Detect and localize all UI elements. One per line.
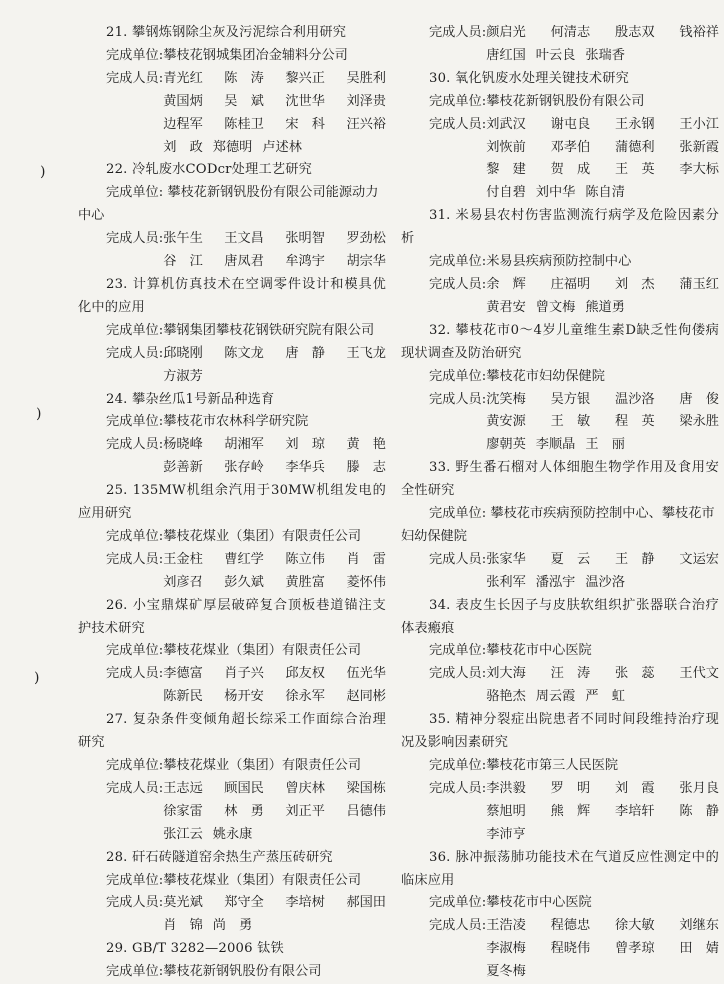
person-name: 汪 涛 xyxy=(550,666,591,682)
unit-value: 攀钢集团攀枝花钢铁研究院有限公司 xyxy=(163,322,375,338)
unit-line xyxy=(401,91,719,114)
person-name: 王 英 xyxy=(615,162,655,178)
person-name: 尚 勇 xyxy=(212,918,253,934)
person-name: 李洪毅 xyxy=(486,780,526,796)
people-label: 完成人员: xyxy=(429,666,487,682)
person-name: 贺 成 xyxy=(550,162,591,178)
unit-line xyxy=(401,366,719,389)
person-name: 陈立伟 xyxy=(285,551,325,567)
person-name: 陈 静 xyxy=(679,803,719,819)
people-row xyxy=(486,389,719,412)
person-name: 吴 斌 xyxy=(224,93,264,109)
person-name: 王 敏 xyxy=(550,414,591,430)
people-label: 完成人员: xyxy=(429,391,487,407)
entry-title: 34. 表皮生长因子与皮肤软组织扩张器联合治疗体表瘢痕 xyxy=(401,597,719,636)
person-name: 黄 艳 xyxy=(346,437,386,453)
person-name: 刘 杰 xyxy=(615,276,655,292)
people-block xyxy=(78,434,386,480)
people-row xyxy=(486,549,719,572)
people-names xyxy=(163,434,386,480)
people-names xyxy=(163,549,386,595)
person-name: 宋 科 xyxy=(285,116,325,132)
person-name: 邱晓刚 xyxy=(163,345,203,361)
unit-label: 完成单位: xyxy=(429,254,487,270)
entry-title: 23. 计算机仿真技术在空调零件设计和模具优化中的应用 xyxy=(78,276,386,315)
people-row xyxy=(486,686,719,709)
person-name: 边程军 xyxy=(163,116,203,132)
entry-title: 35. 精神分裂症出院患者不同时间段维持治疗现况及影响因素研究 xyxy=(401,712,719,751)
person-name: 李淑梅 xyxy=(486,941,526,957)
entry-title: 25. 135MW机组余汽用于30MW机组发电的应用研究 xyxy=(78,483,386,522)
people-row xyxy=(163,91,386,114)
unit-value: 攀枝花市农林科学研究院 xyxy=(163,414,309,430)
person-name: 李德富 xyxy=(163,666,203,682)
people-label: 完成人员: xyxy=(429,116,487,132)
people-row xyxy=(486,572,719,595)
person-name: 菱怀伟 xyxy=(346,574,386,590)
person-name: 徐大敏 xyxy=(615,918,655,934)
people-row xyxy=(486,961,719,984)
people-row xyxy=(486,938,719,961)
person-name: 杨开安 xyxy=(224,689,264,705)
person-name: 黎 建 xyxy=(486,162,526,178)
person-name: 罗劲松 xyxy=(346,231,386,247)
people-names xyxy=(486,915,719,984)
person-name: 刘大海 xyxy=(486,666,526,682)
person-name: 林 勇 xyxy=(224,803,264,819)
people-row xyxy=(163,549,386,572)
person-name: 刘武汉 xyxy=(486,116,526,132)
person-name: 文运宏 xyxy=(679,551,719,567)
person-name: 王志远 xyxy=(163,780,203,796)
people-row xyxy=(163,686,386,709)
people-block xyxy=(78,892,386,938)
people-row xyxy=(163,572,386,595)
people-block xyxy=(78,68,386,160)
people-row xyxy=(486,434,719,457)
person-name: 卢述林 xyxy=(262,139,302,155)
person-name: 胡湘军 xyxy=(224,437,264,453)
unit-value: 米易县疾病预防控制中心 xyxy=(486,254,632,270)
unit-label: 完成单位: xyxy=(106,322,164,338)
people-label: 完成人员: xyxy=(106,437,164,453)
people-row xyxy=(163,343,386,366)
unit-line xyxy=(401,892,719,915)
people-label: 完成人员: xyxy=(429,25,487,40)
person-name: 蔡旭明 xyxy=(486,803,526,819)
unit-value: 攀枝花市妇幼保健院 xyxy=(486,368,605,384)
people-row xyxy=(163,366,386,389)
person-name: 李顺晶 xyxy=(535,437,576,453)
people-block xyxy=(78,778,386,847)
person-name: 张瑞香 xyxy=(585,47,625,63)
person-name: 田 婧 xyxy=(679,941,719,957)
person-name: 熊道勇 xyxy=(585,299,625,315)
person-name: 李培树 xyxy=(285,895,325,911)
people-label: 完成人员: xyxy=(106,551,164,567)
unit-value: 攀枝花新钢钒股份有限公司 xyxy=(486,93,645,109)
person-name: 陈文龙 xyxy=(224,345,264,361)
people-row xyxy=(163,228,386,251)
person-name: 徐家雷 xyxy=(163,803,203,819)
people-row xyxy=(163,778,386,801)
people-label: 完成人员: xyxy=(429,918,487,934)
person-name: 庄福明 xyxy=(550,276,591,292)
person-name: 张月良 xyxy=(679,780,719,796)
person-name: 李大标 xyxy=(679,162,719,178)
unit-line xyxy=(78,45,386,68)
person-name: 余 辉 xyxy=(486,276,526,292)
people-block xyxy=(401,274,719,320)
unit-line xyxy=(401,640,719,663)
entry-title: 22. 冷轧废水CODcr处理工艺研究 xyxy=(106,162,313,178)
unit-line: 完成单位: 攀枝花新钢钒股份有限公司能源动力中心 xyxy=(78,185,379,224)
entry-title: 32. 攀枝花市0～4岁儿童维生素D缺乏性佝偻病现状调查及防治研究 xyxy=(401,322,719,361)
unit-value: 攀枝花煤业（集团）有限责任公司 xyxy=(163,528,362,544)
person-name: 温沙洛 xyxy=(585,574,625,590)
person-name: 王 静 xyxy=(615,551,655,567)
person-name: 沈笑梅 xyxy=(486,391,526,407)
people-row xyxy=(163,457,386,480)
person-name: 程晓伟 xyxy=(550,941,591,957)
people-names xyxy=(163,892,386,938)
people-label: 完成人员: xyxy=(106,231,164,247)
unit-value: 攀枝花市第三人民医院 xyxy=(486,758,619,773)
unit-value: 攀枝花新钢钒股份有限公司 xyxy=(163,964,322,980)
binding-mark-icon: ) xyxy=(34,670,40,686)
entry-title: 36. 脉冲振荡肺功能技术在气道反应性测定中的临床应用 xyxy=(401,849,719,888)
people-row xyxy=(486,182,719,205)
people-row xyxy=(163,892,386,915)
unit-line xyxy=(401,755,719,778)
person-name: 黄安源 xyxy=(486,414,526,430)
people-row xyxy=(163,251,386,274)
person-name: 刘彦召 xyxy=(163,574,203,590)
person-name: 吕德伟 xyxy=(346,803,386,819)
person-name: 张明智 xyxy=(285,231,325,247)
person-name: 顾国民 xyxy=(224,780,264,796)
person-name: 李培轩 xyxy=(615,803,655,819)
person-name: 张利军 xyxy=(486,574,526,590)
person-name: 廖朝英 xyxy=(486,437,526,453)
person-name: 王飞龙 xyxy=(346,345,386,361)
people-block xyxy=(401,22,719,68)
person-name: 曾孝琼 xyxy=(615,941,655,957)
person-name: 王浩凌 xyxy=(486,918,526,934)
person-name: 肖子兴 xyxy=(224,666,264,682)
unit-line xyxy=(78,526,386,549)
people-block xyxy=(401,778,719,847)
person-name: 熊 辉 xyxy=(550,803,591,819)
person-name: 夏 云 xyxy=(550,551,591,567)
person-name: 蒲德利 xyxy=(615,139,655,155)
person-name: 曹红学 xyxy=(224,551,264,567)
people-row xyxy=(163,434,386,457)
binding-mark-icon: ) xyxy=(36,406,42,422)
person-name: 杨晓峰 xyxy=(163,437,203,453)
person-name: 青光红 xyxy=(163,70,203,86)
person-name: 陈新民 xyxy=(163,689,203,705)
person-name: 刘 政 xyxy=(163,139,203,155)
person-name: 滕 志 xyxy=(346,460,386,476)
unit-line xyxy=(78,320,386,343)
person-name: 牟鸿宇 xyxy=(285,254,325,270)
person-name: 骆艳杰 xyxy=(486,689,526,705)
people-names xyxy=(486,389,719,458)
person-name: 唐 静 xyxy=(285,345,325,361)
person-name: 黄国炳 xyxy=(163,93,203,109)
people-label: 完成人员: xyxy=(429,780,487,796)
entry-title: 29. GB/T 3282—2006 钛铁 xyxy=(106,941,284,957)
people-names xyxy=(163,778,386,847)
person-name: 彭久斌 xyxy=(224,574,264,590)
person-name: 赵同彬 xyxy=(346,689,386,705)
unit-label: 完成单位: xyxy=(106,528,164,544)
person-name: 程德忠 xyxy=(550,918,591,934)
unit-label: 完成单位: xyxy=(106,964,164,980)
people-row xyxy=(163,915,386,938)
people-row xyxy=(486,114,719,137)
unit-value: 攀枝花煤业（集团）有限责任公司 xyxy=(163,758,362,773)
people-block xyxy=(78,343,386,389)
unit-line xyxy=(78,411,386,434)
person-name: 唐红国 xyxy=(486,47,526,63)
person-name: 王 丽 xyxy=(585,437,625,453)
person-name: 谢屯良 xyxy=(550,116,591,132)
people-row xyxy=(486,824,719,847)
people-names xyxy=(486,114,719,206)
people-label: 完成人员: xyxy=(106,70,164,86)
person-name: 邱友权 xyxy=(285,666,325,682)
people-row xyxy=(163,801,386,824)
entry-title: 24. 攀杂丝瓜1号新品种选育 xyxy=(106,391,275,407)
entry-title: 26. 小宝鼎煤矿厚层破碎复合顶板巷道锚注支护技术研究 xyxy=(78,597,386,636)
person-name: 肖 雷 xyxy=(346,551,386,567)
person-name: 张江云 xyxy=(163,826,203,842)
person-name: 黄君安 xyxy=(486,299,526,315)
person-name: 胡宗华 xyxy=(346,254,386,270)
person-name: 王代文 xyxy=(679,666,719,682)
people-row xyxy=(486,801,719,824)
person-name: 刘中华 xyxy=(535,185,576,201)
people-row xyxy=(486,137,719,160)
left-column xyxy=(78,22,386,984)
entry-title: 33. 野生番石榴对人体细胞生物学作用及食用安全性研究 xyxy=(401,460,719,499)
person-name: 刘 霞 xyxy=(615,780,655,796)
people-row xyxy=(163,114,386,137)
unit-line xyxy=(401,251,719,274)
person-name: 刘继东 xyxy=(679,918,719,934)
people-names xyxy=(486,778,719,847)
person-name: 黎兴正 xyxy=(285,70,325,86)
right-column xyxy=(401,22,719,984)
person-name: 刘正平 xyxy=(285,803,325,819)
unit-line xyxy=(78,755,386,778)
people-block xyxy=(78,228,386,274)
people-block xyxy=(401,114,719,206)
person-name: 何清志 xyxy=(550,25,591,40)
entry-title: 31. 米易县农村伤害监测流行病学及危险因素分析 xyxy=(401,208,719,247)
people-row xyxy=(163,137,386,160)
entry-title: 30. 氧化钒废水处理关键技术研究 xyxy=(429,70,630,86)
person-name: 郑守全 xyxy=(224,895,264,911)
person-name: 沈世华 xyxy=(285,93,325,109)
unit-line xyxy=(78,640,386,663)
person-name: 王小江 xyxy=(679,116,719,132)
people-label: 完成人员: xyxy=(106,666,164,682)
person-name: 严 虹 xyxy=(585,689,625,705)
person-name: 唐 俊 xyxy=(679,391,719,407)
person-name: 夏冬梅 xyxy=(486,964,526,980)
person-name: 陈桂卫 xyxy=(224,116,264,132)
unit-label: 完成单位: xyxy=(106,758,164,773)
person-name: 梁永胜 xyxy=(679,414,719,430)
people-label: 完成人员: xyxy=(106,345,164,361)
person-name: 姚永康 xyxy=(212,826,253,842)
person-name: 张午生 xyxy=(163,231,203,247)
unit-label: 完成单位: xyxy=(106,414,164,430)
unit-label: 完成单位: xyxy=(429,758,487,773)
person-name: 颜启光 xyxy=(486,25,526,40)
person-name: 刘 琼 xyxy=(285,437,325,453)
unit-label: 完成单位: xyxy=(106,47,164,63)
unit-value: 攀枝花煤业（集团）有限责任公司 xyxy=(163,643,362,659)
person-name: 莫光斌 xyxy=(163,895,203,911)
person-name: 李沛亨 xyxy=(486,826,526,842)
people-label: 完成人员: xyxy=(106,895,164,911)
unit-label: 完成单位: xyxy=(429,895,487,911)
people-row xyxy=(486,45,719,68)
entry-title: 27. 复杂条件变倾角超长综采工作面综合治理研究 xyxy=(78,712,386,751)
people-block xyxy=(401,549,719,595)
people-block xyxy=(401,663,719,709)
unit-label: 完成单位: xyxy=(106,872,164,888)
person-name: 程 英 xyxy=(615,414,655,430)
person-name: 张新霞 xyxy=(679,139,719,155)
person-name: 钱裕祥 xyxy=(679,25,719,40)
person-name: 张 蕊 xyxy=(615,666,655,682)
person-name: 王永钢 xyxy=(615,116,655,132)
people-label: 完成人员: xyxy=(429,276,487,292)
person-name: 李华兵 xyxy=(285,460,325,476)
person-name: 刘恢前 xyxy=(486,139,526,155)
unit-label: 完成单位: xyxy=(429,643,487,659)
unit-label: 完成单位: xyxy=(106,643,164,659)
unit-label: 完成单位: xyxy=(429,368,487,384)
person-name: 唐凤君 xyxy=(224,254,264,270)
person-name: 潘泓宇 xyxy=(535,574,576,590)
unit-line: 完成单位: 攀枝花市疾病预防控制中心、攀枝花市妇幼保健院 xyxy=(401,506,715,544)
people-row xyxy=(486,915,719,938)
person-name: 张存岭 xyxy=(224,460,264,476)
person-name: 彭善新 xyxy=(163,460,203,476)
person-name: 张家华 xyxy=(486,551,526,567)
person-name: 陈自清 xyxy=(585,185,625,201)
person-name: 伍光华 xyxy=(346,666,386,682)
people-row xyxy=(486,297,719,320)
person-name: 郝国田 xyxy=(346,895,386,911)
unit-value: 攀枝花市中心医院 xyxy=(486,895,592,911)
entry-title: 21. 攀钢炼钢除尘灰及污泥综合利用研究 xyxy=(106,25,347,40)
person-name: 叶云良 xyxy=(535,47,576,63)
person-name: 吴胜利 xyxy=(346,70,386,86)
people-row xyxy=(163,68,386,91)
person-name: 梁国栋 xyxy=(346,780,386,796)
people-row xyxy=(486,274,719,297)
people-names xyxy=(486,663,719,709)
unit-value: 攀枝花钢城集团冶金辅料分公司 xyxy=(163,47,348,63)
person-name: 王金柱 xyxy=(163,551,203,567)
person-name: 徐永军 xyxy=(285,689,325,705)
person-name: 吴方银 xyxy=(550,391,591,407)
person-name: 曾庆林 xyxy=(285,780,325,796)
entry-title: 28. 矸石砖隧道窑余热生产蒸压砖研究 xyxy=(106,849,333,865)
people-block xyxy=(78,663,386,709)
person-name: 蒲玉红 xyxy=(679,276,719,292)
person-name: 肖 锦 xyxy=(163,918,203,934)
people-label: 完成人员: xyxy=(429,551,487,567)
people-names xyxy=(163,68,386,160)
person-name: 殷志双 xyxy=(615,25,655,40)
people-row xyxy=(486,159,719,182)
people-names xyxy=(486,274,719,320)
person-name: 黄胜富 xyxy=(285,574,325,590)
binding-mark-icon: ) xyxy=(40,164,46,180)
people-block xyxy=(78,549,386,595)
people-row xyxy=(486,411,719,434)
person-name: 汪兴裕 xyxy=(346,116,386,132)
unit-label: 完成单位: xyxy=(429,93,487,109)
person-name: 曾文梅 xyxy=(535,299,576,315)
unit-value: 攀枝花市中心医院 xyxy=(486,643,592,659)
unit-value: 攀枝花煤业（集团）有限责任公司 xyxy=(163,872,362,888)
people-row xyxy=(486,778,719,801)
person-name: 罗 明 xyxy=(550,780,591,796)
person-name: 陈 涛 xyxy=(224,70,264,86)
people-names xyxy=(163,228,386,274)
person-name: 方淑芳 xyxy=(163,368,203,384)
person-name: 付自碧 xyxy=(486,185,526,201)
people-names xyxy=(486,22,719,68)
person-name: 郑德明 xyxy=(212,139,253,155)
person-name: 刘泽贵 xyxy=(346,93,386,109)
person-name: 温沙洛 xyxy=(615,391,655,407)
people-names xyxy=(163,343,386,389)
people-row xyxy=(163,663,386,686)
people-label: 完成人员: xyxy=(106,780,164,796)
people-row xyxy=(163,824,386,847)
people-block xyxy=(401,389,719,458)
people-row xyxy=(486,22,719,45)
people-block xyxy=(401,915,719,984)
person-name: 邓孝伯 xyxy=(550,139,591,155)
person-name: 周云霞 xyxy=(535,689,576,705)
unit-line xyxy=(78,961,386,984)
person-name: 王文昌 xyxy=(224,231,264,247)
person-name: 谷 江 xyxy=(163,254,203,270)
people-row xyxy=(486,663,719,686)
people-names xyxy=(486,549,719,595)
people-names xyxy=(163,663,386,709)
